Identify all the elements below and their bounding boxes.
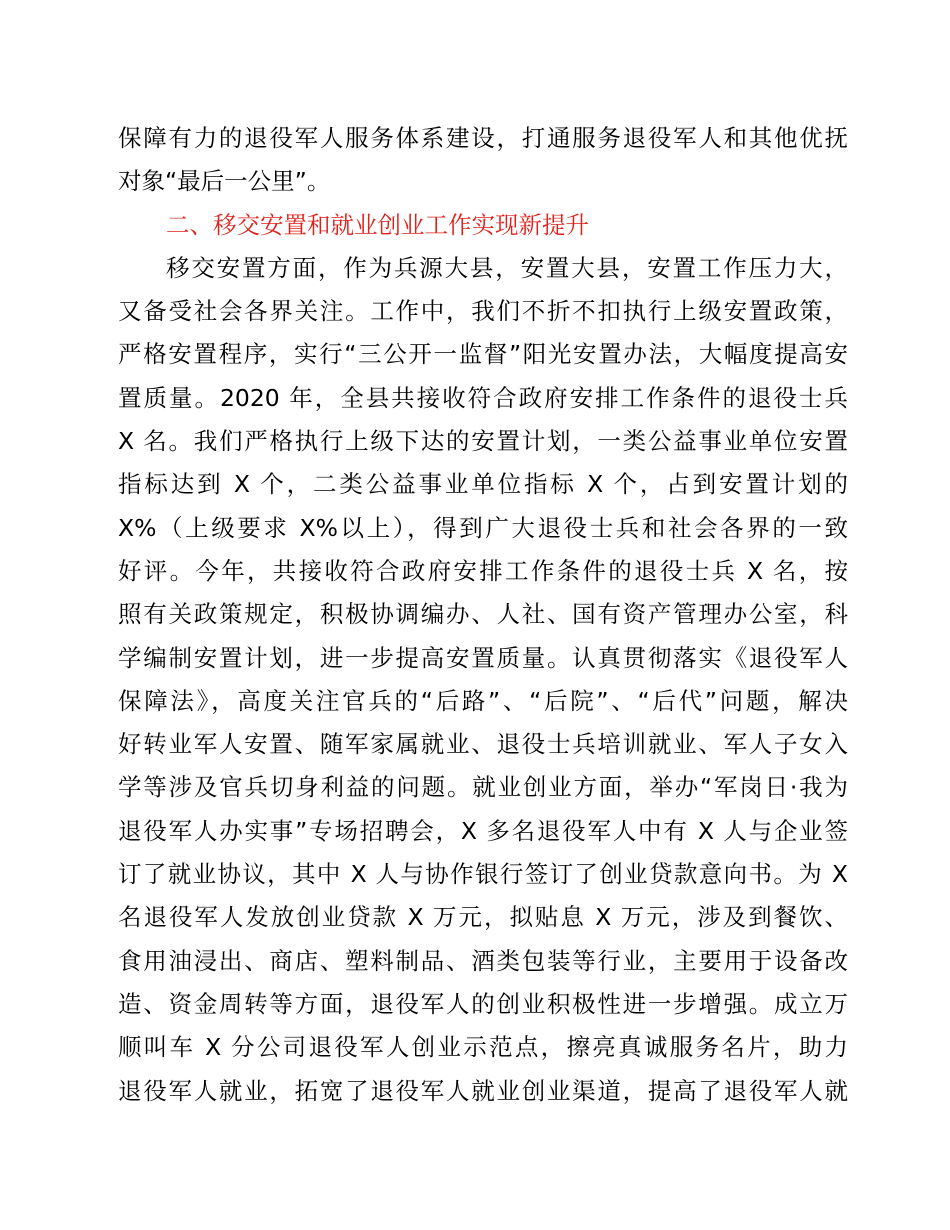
body-line: 指标达到 X 个，二类公益事业单位指标 X 个，占到安置计划的 — [118, 470, 848, 499]
body-line: 照有关政策规定，积极协调编办、人社、国有资产管理办公室，科 — [118, 600, 848, 629]
body-line: 顺叫车 X 分公司退役军人创业示范点，擦亮真诚服务名片，助力 — [118, 1033, 848, 1062]
body-line: 学编制安置计划，进一步提高安置质量。认真贯彻落实《退役军人 — [118, 643, 848, 672]
body-line: X%（上级要求 X%以上），得到广大退役士兵和社会各界的一致 — [118, 513, 848, 542]
body-line: X 名。我们严格执行上级下达的安置计划，一类公益事业单位安置 — [118, 427, 848, 456]
document-body — [118, 117, 848, 1113]
body-line: 学等涉及官兵切身利益的问题。就业创业方面，举办“军岗日·我为 — [118, 773, 848, 802]
body-line: 置质量。2020 年，全县共接收符合政府安排工作条件的退役士兵 — [118, 383, 848, 412]
body-line: 保障法》，高度关注官兵的“后路”、“后院”、“后代”问题，解决 — [118, 686, 848, 715]
body-line: 名退役军人发放创业贷款 X 万元，拟贴息 X 万元，涉及到餐饮、 — [118, 903, 848, 932]
paragraph-first-line: 移交安置方面，作为兵源大县，安置大县，安置工作压力大， — [166, 253, 848, 282]
body-line: 对象“最后一公里”。 — [118, 167, 331, 196]
body-line: 保障有力的退役军人服务体系建设，打通服务退役军人和其他优抚 — [118, 124, 848, 152]
body-line: 退役军人办实事”专场招聘会，X 多名退役军人中有 X 人与企业签 — [118, 816, 848, 845]
body-line: 严格安置程序，实行“三公开一监督”阳光安置办法，大幅度提高安 — [118, 340, 848, 369]
body-line: 食用油浸出、商店、塑料制品、酒类包装等行业，主要用于设备改 — [118, 946, 848, 975]
body-line: 好转业军人安置、随军家属就业、退役士兵培训就业、军人子女入 — [118, 730, 848, 759]
section-heading: 二、移交安置和就业创业工作实现新提升 — [166, 210, 589, 239]
body-line: 又备受社会各界关注。工作中，我们不折不扣执行上级安置政策， — [118, 297, 848, 326]
body-line: 退役军人就业，拓宽了退役军人就业创业渠道，提高了退役军人就 — [118, 1076, 848, 1105]
body-line: 造、资金周转等方面，退役军人的创业积极性进一步增强。成立万 — [118, 989, 848, 1018]
body-line: 订了就业协议，其中 X 人与协作银行签订了创业贷款意向书。为 X — [118, 860, 848, 889]
body-line: 好评。今年，共接收符合政府安排工作条件的退役士兵 X 名，按 — [118, 556, 848, 585]
